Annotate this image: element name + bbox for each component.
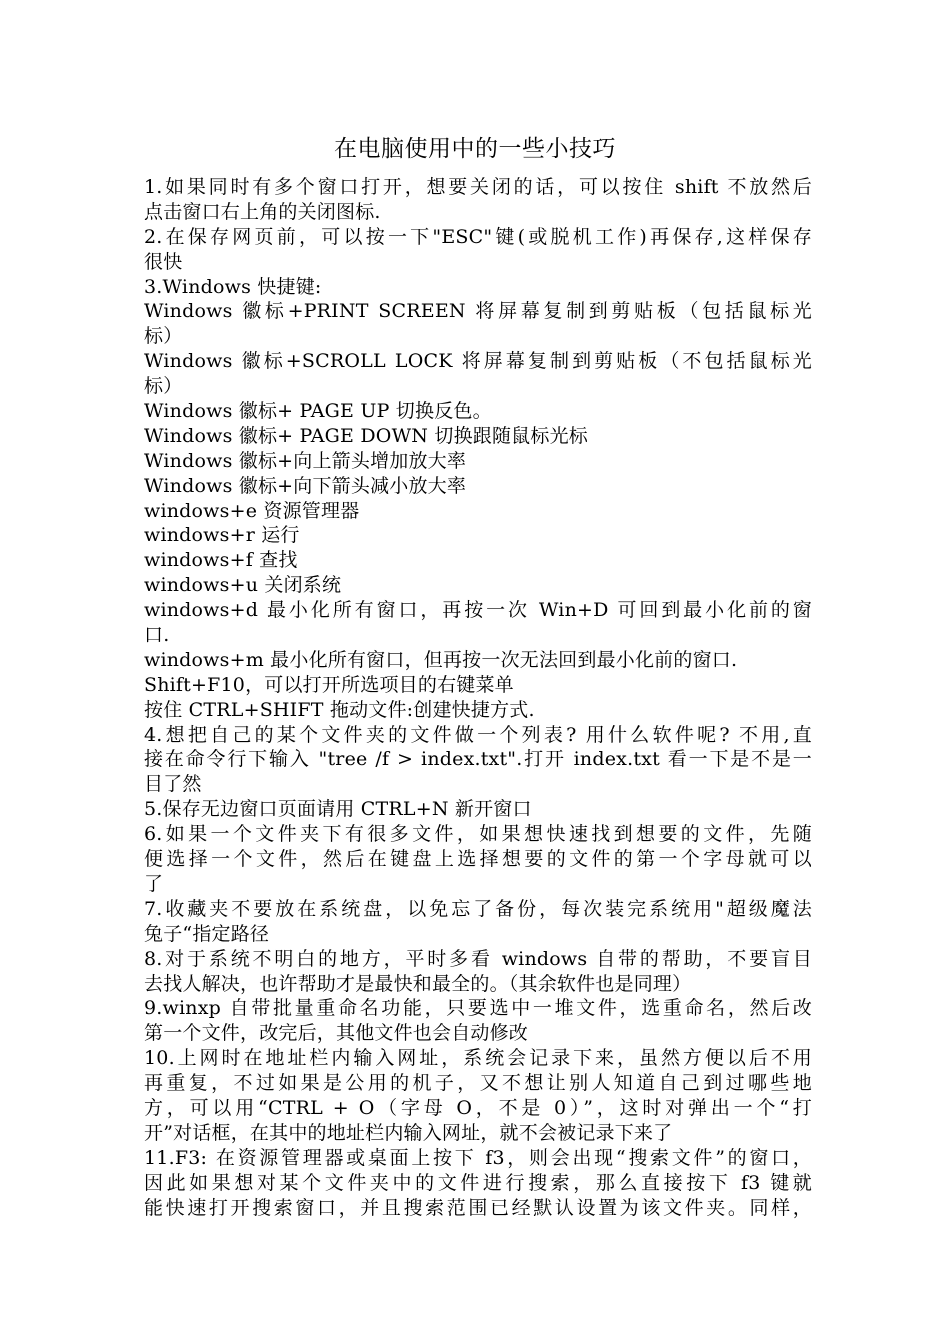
document-body bbox=[144, 175, 812, 1220]
text-line: 9.winxp 自带批量重命名功能，只要选中一堆文件，选重命名，然后改 bbox=[144, 997, 812, 1020]
text-line: 按住 CTRL+SHIFT 拖动文件:创建快捷方式. bbox=[144, 698, 535, 721]
text-line: Windows 徽标+向下箭头减小放大率 bbox=[144, 474, 467, 497]
text-line: Windows 徽标+ PAGE DOWN 切换跟随鼠标光标 bbox=[144, 424, 588, 447]
text-line: 6.如果一个文件夹下有很多文件，如果想快速找到想要的文件，先随 bbox=[144, 823, 812, 846]
text-line: 3.Windows 快捷键: bbox=[144, 275, 322, 298]
text-line: Windows 徽标+SCROLL LOCK 将屏幕复制到剪贴板（不包括鼠标光 bbox=[144, 350, 812, 373]
text-line: 标） bbox=[144, 375, 183, 398]
text-line: 8.对于系统不明白的地方，平时多看 windows 自带的帮助，不要盲目 bbox=[144, 947, 812, 970]
text-line: 方，可以用“CTRL + O（字母 O，不是 0）”，这时对弹出一个“打 bbox=[144, 1096, 812, 1119]
text-line: Windows 徽标+PRINT SCREEN 将屏幕复制到剪贴板（包括鼠标光 bbox=[144, 300, 812, 323]
text-line: windows+u 关闭系统 bbox=[144, 574, 342, 597]
text-line: 11.F3: 在资源管理器或桌面上按下 f3，则会出现“搜索文件”的窗口， bbox=[144, 1146, 812, 1169]
text-line: 标） bbox=[144, 325, 183, 348]
text-line: windows+d 最小化所有窗口，再按一次 Win+D 可回到最小化前的窗 bbox=[144, 599, 812, 622]
text-line: 了 bbox=[144, 872, 164, 895]
text-line: 第一个文件，改完后，其他文件也会自动修改 bbox=[144, 1022, 529, 1045]
text-line: 口. bbox=[144, 624, 170, 647]
text-line: windows+r 运行 bbox=[144, 524, 300, 547]
text-line: Windows 徽标+ PAGE UP 切换反色。 bbox=[144, 400, 492, 423]
text-line: 兔子“指定路径 bbox=[144, 922, 270, 945]
text-line: Shift+F10，可以打开所选项目的右键菜单 bbox=[144, 673, 514, 696]
text-line: windows+m 最小化所有窗口，但再按一次无法回到最小化前的窗口. bbox=[144, 648, 738, 671]
text-line: 7.收藏夹不要放在系统盘，以免忘了备份，每次装完系统用"超级魔法 bbox=[144, 897, 812, 920]
text-line: 再重复，不过如果是公用的机子，又不想让别人知道自己到过哪些地 bbox=[144, 1072, 812, 1095]
text-line: 开”对话框，在其中的地址栏内输入网址，就不会被记录下来了 bbox=[144, 1121, 673, 1144]
text-line: 2.在保存网页前，可以按一下"ESC"键(或脱机工作)再保存,这样保存 bbox=[144, 225, 812, 248]
text-line: 5.保存无边窗口页面请用 CTRL+N 新开窗口 bbox=[144, 798, 532, 821]
text-line: 点击窗口右上角的关闭图标. bbox=[144, 200, 381, 223]
text-line: 4.想把自己的某个文件夹的文件做一个列表? 用什么软件呢? 不用,直 bbox=[144, 723, 812, 746]
text-line: 很快 bbox=[144, 250, 183, 273]
text-line: 便选择一个文件，然后在键盘上选择想要的文件的第一个字母就可以 bbox=[144, 848, 812, 871]
text-line: 因此如果想对某个文件夹中的文件进行搜索，那么直接按下 f3 键就 bbox=[144, 1171, 812, 1194]
text-line: 10.上网时在地址栏内输入网址，系统会记录下来，虽然方便以后不用 bbox=[144, 1047, 812, 1070]
text-line: 去找人解决，也许帮助才是最快和最全的。（其余软件也是同理） bbox=[144, 972, 692, 995]
text-line: windows+f 查找 bbox=[144, 549, 298, 572]
text-line: 目了然 bbox=[144, 773, 202, 796]
document-title: 在电脑使用中的一些小技巧 bbox=[334, 136, 616, 162]
text-line: 能快速打开搜索窗口，并且搜索范围已经默认设置为该文件夹。同样， bbox=[144, 1196, 812, 1219]
text-line: 接在命令行下输入 "tree /f > index.txt".打开 index.txt 看一下是不是一 bbox=[144, 748, 812, 771]
text-line: windows+e 资源管理器 bbox=[144, 499, 360, 522]
text-line: 1.如果同时有多个窗口打开，想要关闭的话，可以按住 shift 不放然后 bbox=[144, 176, 812, 198]
text-line: Windows 徽标+向上箭头增加放大率 bbox=[144, 449, 467, 472]
